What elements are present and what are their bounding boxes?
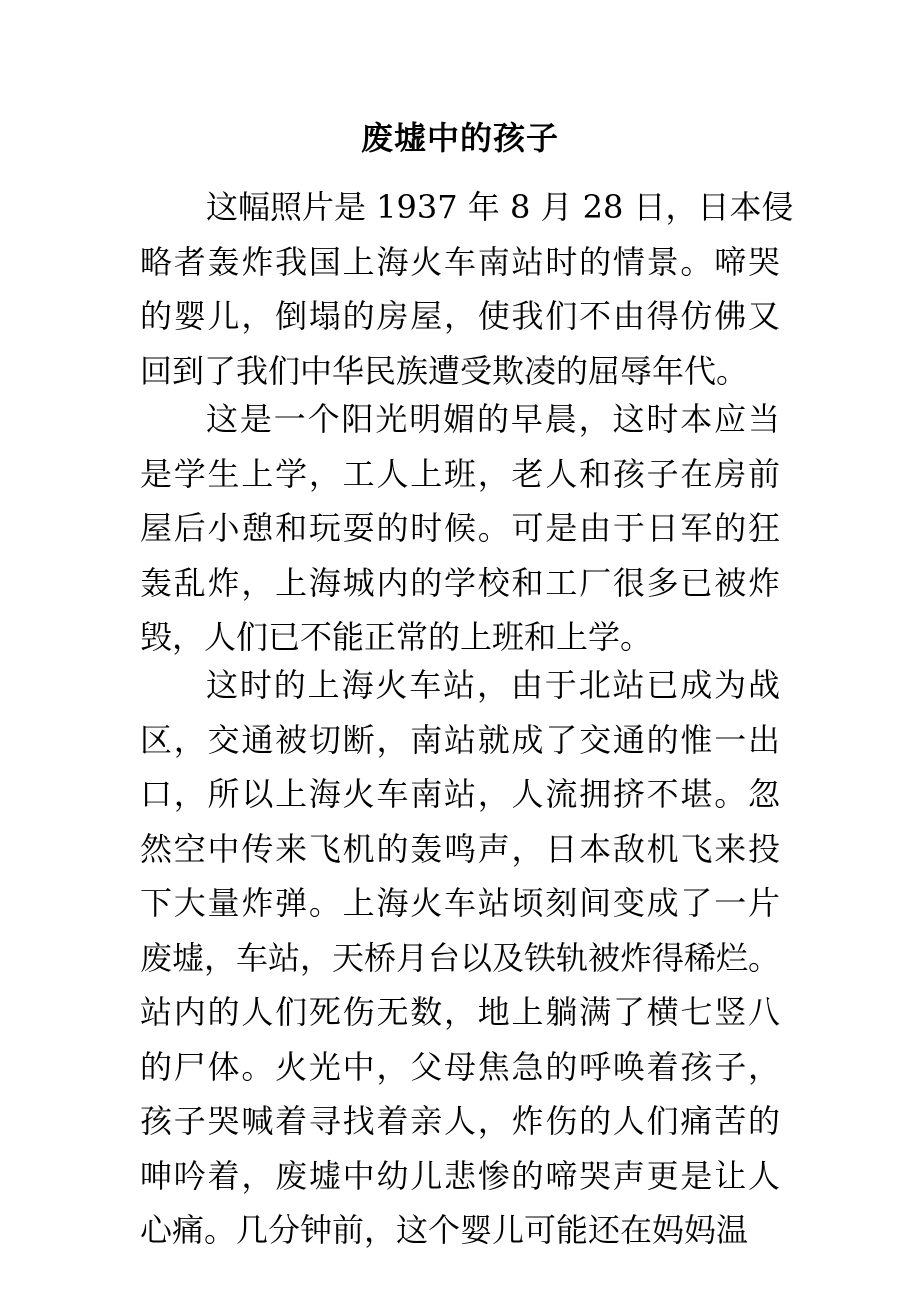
text-line: 毁，人们已不能正常的上班和上学。 (140, 618, 653, 656)
text-line: 站内的人们死伤无数，地上躺满了横七竖八 (140, 993, 780, 1031)
text-line: 这幅照片是 1937 年 8 月 28 日，日本侵 (206, 188, 794, 226)
text-line: 回到了我们中华民族遭受欺凌的屈辱年代。 (140, 351, 749, 390)
text-line: 孩子哭喊着寻找着亲人，炸伤的人们痛苦的 (140, 1102, 780, 1140)
text-line: 然空中传来飞机的轰鸣声，日本敌机飞来投 (140, 829, 780, 868)
text-line: 轰乱炸，上海城内的学校和工厂很多已被炸 (140, 563, 780, 602)
paragraph-3 (140, 658, 780, 1258)
text-line: 是学生上学，工人上班，老人和孩子在房前 (140, 454, 780, 493)
text-line: 呻吟着，废墟中幼儿悲惨的啼哭声更是让人 (140, 1156, 780, 1195)
text-line: 下大量炸弹。上海火车站顷刻间变成了一片 (140, 884, 780, 922)
document-title: 废墟中的孩子 (360, 119, 559, 157)
text-line: 屋后小憩和玩耍的时候。可是由于日军的狂 (140, 509, 780, 547)
text-line: 区，交通被切断，南站就成了交通的惟一出 (140, 720, 780, 759)
text-line: 的婴儿，倒塌的房屋，使我们不由得仿佛又 (140, 297, 780, 335)
paragraph-2 (140, 392, 780, 665)
text-line: 口，所以上海火车南站，人流拥挤不堪。忽 (140, 775, 780, 813)
text-line: 这时的上海火车站，由于北站已成为战 (206, 666, 780, 704)
text-line: 心痛。几分钟前，这个婴儿可能还在妈妈温 (140, 1211, 749, 1249)
text-line: 的尸体。火光中，父母焦急的呼唤着孩子， (140, 1047, 780, 1086)
text-line: 废墟，车站，天桥月台以及铁轨被炸得稀烂。 (140, 938, 781, 977)
text-line: 这是一个阳光明媚的早晨，这时本应当 (206, 400, 780, 438)
paragraph-1 (140, 180, 794, 398)
text-line: 略者轰炸我国上海火车南站时的情景。啼哭 (140, 242, 780, 281)
